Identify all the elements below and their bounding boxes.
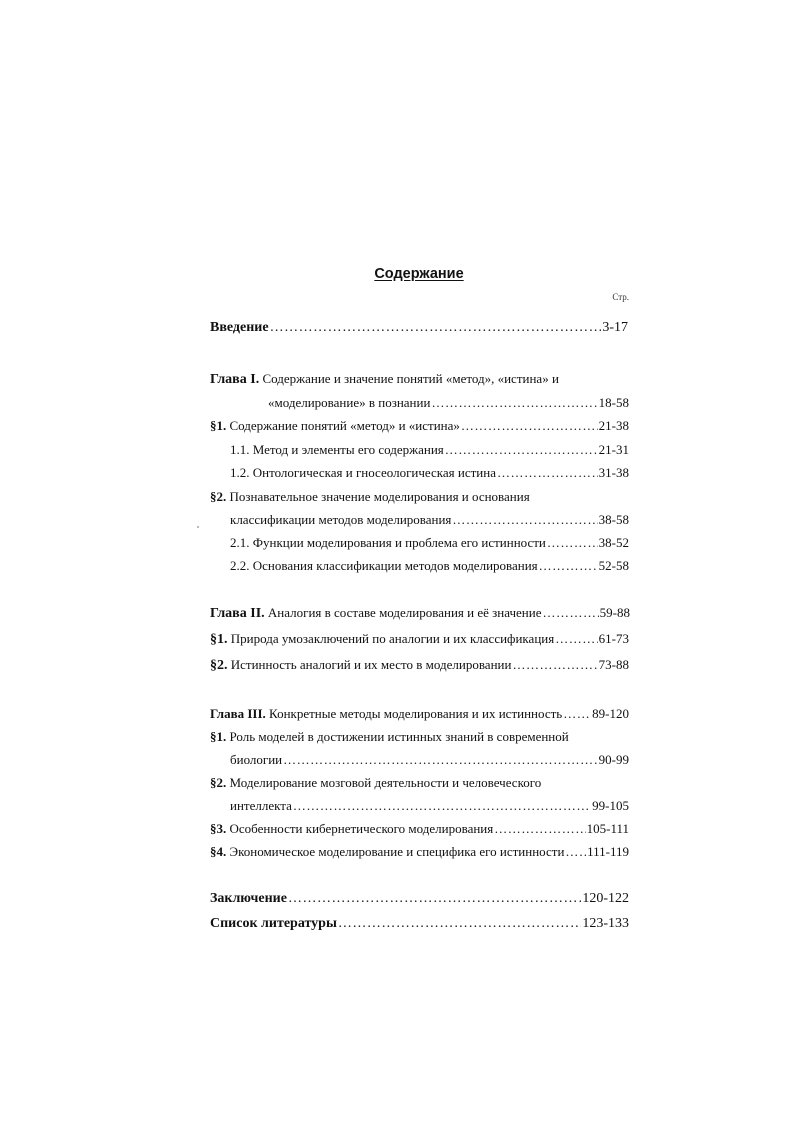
toc-ch2-section-1 [210, 631, 629, 649]
toc-entry-pages: 59-88 [599, 605, 630, 620]
subsection-title: 2.2. Основания классификации методов моделирования [230, 558, 538, 573]
chapter-title: Содержание и значение понятий «метод», «истина» и [262, 371, 559, 386]
toc-entry-pages: 120-122 [582, 891, 629, 906]
toc-entry-pages: 105-111 [586, 821, 629, 836]
toc-chapter-2-heading [210, 605, 630, 623]
section-prefix: §1. [210, 632, 228, 647]
section-prefix: §1. [210, 418, 227, 433]
section-prefix: §3. [210, 821, 227, 836]
leader-dots [539, 558, 598, 574]
leader-dots [565, 844, 586, 860]
leader-dots [512, 657, 597, 673]
toc-entry-pages: 18-58 [598, 395, 629, 410]
leader-dots [288, 891, 581, 907]
toc-ch1-section-2-cont [230, 512, 629, 530]
leader-dots [338, 916, 581, 932]
subsection-title: 2.1. Функции моделирования и проблема его истинности [230, 535, 546, 550]
toc-entry-pages: 123-133 [582, 916, 629, 931]
section-prefix: §2. [210, 658, 228, 673]
section-title: Особенности кибернетического моделирования [229, 821, 494, 836]
section-prefix: §4. [210, 844, 227, 859]
leader-dots [542, 605, 598, 621]
section-title-cont: интеллекта [230, 798, 292, 813]
toc-entry-label: Список литературы [210, 916, 337, 931]
leader-dots [283, 752, 598, 768]
chapter-title: Аналогия в составе моделирования и её значение [267, 605, 542, 620]
toc-entry-intro [210, 320, 628, 338]
section-title: Экономическое моделирование и специфика его истинности [229, 844, 565, 859]
toc-entry-pages: 21-31 [598, 442, 629, 457]
toc-entry-pages: 3-17 [602, 320, 628, 335]
section-title: Моделирование мозговой деятельности и человеческого [229, 775, 542, 790]
toc-entry-pages: 99-105 [592, 798, 629, 813]
toc-ch3-section-3 [210, 821, 629, 839]
section-title: Роль моделей в достижении истинных знаний в современной [229, 729, 569, 744]
toc-entry-pages: 89-120 [592, 706, 629, 721]
section-title-cont: классификации методов моделирования [230, 512, 452, 527]
page-title: Содержание [374, 266, 464, 282]
leader-dots [494, 821, 585, 837]
section-title: Природа умозаключений по аналогии и их классификация [230, 631, 555, 646]
section-title-cont: биологии [230, 752, 283, 767]
toc-ch1-subsection-2-1 [230, 535, 629, 553]
toc-ch3-section-1 [210, 729, 569, 745]
section-prefix: §2. [210, 489, 227, 504]
toc-ch3-section-2-cont [230, 798, 629, 816]
section-title: Истинность аналогий и их место в моделировании [230, 657, 512, 672]
toc-entry-pages: 111-119 [587, 844, 629, 859]
leader-dots [563, 706, 591, 722]
toc-entry-pages: 21-38 [598, 418, 629, 433]
leader-dots [431, 395, 597, 411]
chapter-title: Конкретные методы моделирования и их истинность [269, 706, 563, 721]
toc-chapter-3-heading [210, 706, 629, 724]
toc-entry-pages: 31-38 [598, 465, 629, 480]
toc-entry-label: Заключение [210, 891, 287, 906]
toc-ch1-section-1 [210, 418, 629, 436]
toc-entry-pages: 61-73 [598, 631, 629, 646]
leader-dots [555, 631, 597, 647]
section-prefix: §2. [210, 775, 227, 790]
toc-ch3-section-2 [210, 775, 541, 791]
leader-dots [270, 320, 602, 336]
toc-entry-references [210, 916, 629, 934]
toc-entry-label: Введение [210, 320, 269, 335]
leader-dots [497, 465, 598, 481]
toc-chapter-1-cont [268, 395, 629, 413]
leader-dots [461, 418, 598, 434]
section-prefix: §1. [210, 729, 227, 744]
toc-entry-pages: 90-99 [598, 752, 629, 767]
section-title: Содержание понятий «метод» и «истина» [229, 418, 460, 433]
toc-entry-pages: 38-58 [598, 512, 629, 527]
page-column-label: Стр. [612, 292, 629, 302]
leader-dots [445, 442, 598, 458]
toc-entry-pages: 52-58 [598, 558, 629, 573]
section-title: Познавательное значение моделирования и основания [229, 489, 530, 504]
toc-chapter-1-heading [210, 371, 559, 388]
toc-ch3-section-4 [210, 844, 629, 862]
toc-entry-pages: 73-88 [598, 657, 629, 672]
toc-ch1-subsection-1-1 [230, 442, 629, 460]
toc-ch1-subsection-1-2 [230, 465, 629, 483]
chapter-prefix: Глава III. [210, 706, 266, 721]
toc-entry-conclusion [210, 891, 629, 909]
leader-dots [547, 535, 598, 551]
toc-ch1-subsection-2-2 [230, 558, 629, 576]
toc-entry-pages: 38-52 [598, 535, 629, 550]
chapter-title-cont: «моделирование» в познании [268, 395, 431, 410]
toc-ch2-section-2 [210, 657, 629, 675]
toc-ch1-section-2 [210, 489, 530, 505]
scan-speck [197, 526, 199, 528]
leader-dots [293, 798, 591, 814]
leader-dots [452, 512, 597, 528]
chapter-prefix: Глава I. [210, 372, 260, 387]
toc-ch3-section-1-cont [230, 752, 629, 770]
subsection-title: 1.1. Метод и элементы его содержания [230, 442, 444, 457]
chapter-prefix: Глава II. [210, 606, 265, 621]
subsection-title: 1.2. Онтологическая и гносеологическая истина [230, 465, 496, 480]
